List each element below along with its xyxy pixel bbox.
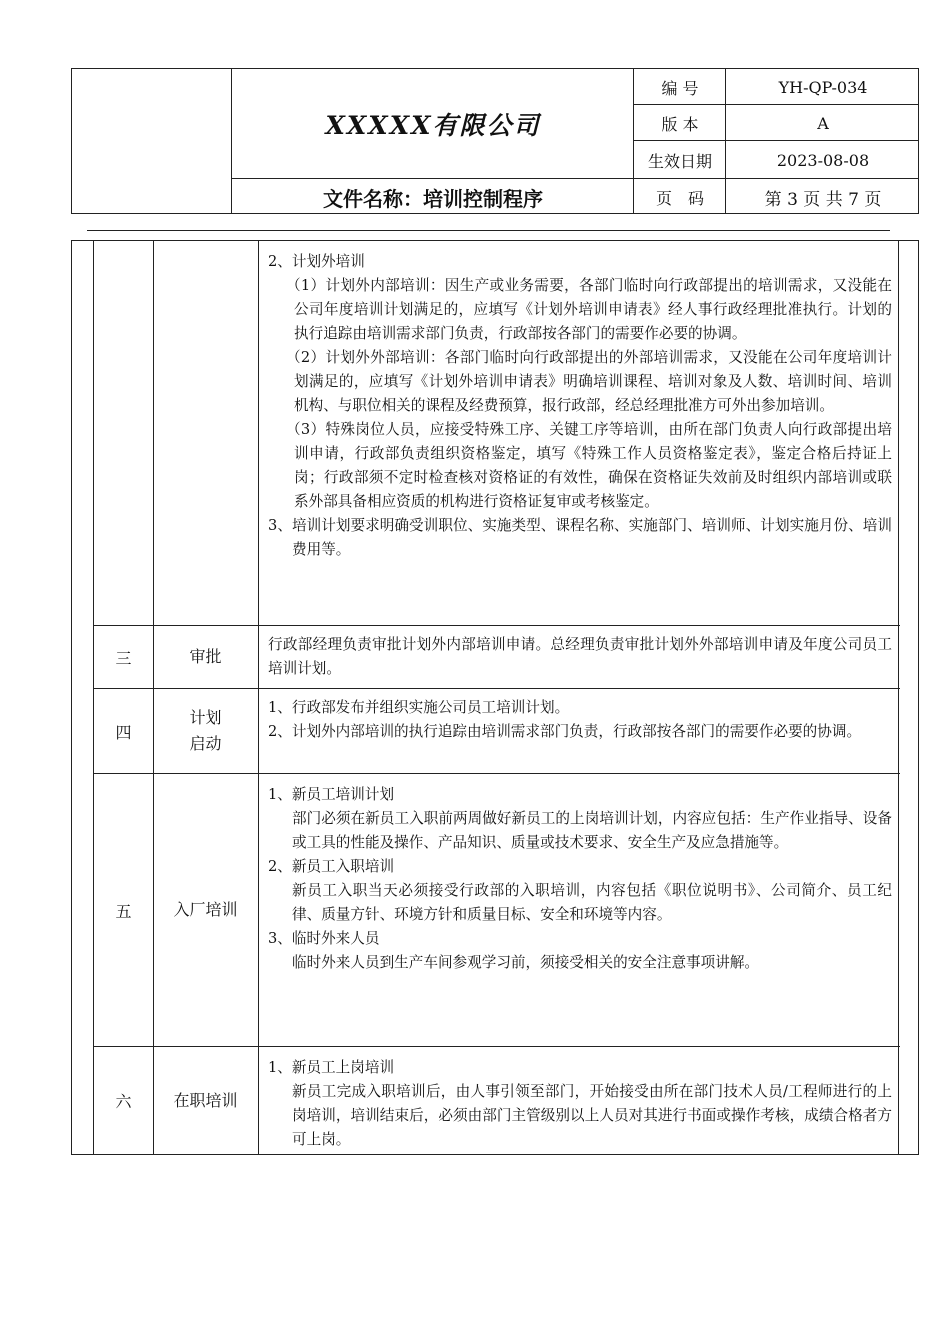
row-number: 四: [115, 722, 132, 742]
field-value-number: YH-QP-034: [778, 77, 868, 97]
table-row-continuation-content: [258, 241, 900, 625]
procedure-table-inner: [93, 241, 899, 1154]
field-value-effective-date: 2023-08-08: [776, 150, 870, 170]
header-separator-line: [87, 230, 890, 231]
paragraph: 部门必须在新员工入职前两周做好新员工的上岗培训计划，内容应包括：生产作业指导、设备或工具的性能及操作、产品知识、质量或技术要求、安全生产及应急措施等。: [292, 810, 892, 851]
field-label-version: 版 本: [661, 114, 699, 134]
section-heading: 2、新员工入职培训: [268, 858, 395, 875]
section-heading: 3、临时外来人员: [268, 930, 380, 947]
list-item: 1、行政部发布并组织实施公司员工培训计划。: [268, 699, 570, 716]
step-name: [153, 689, 258, 773]
list-item: （2）计划外外部培训：各部门临时向行政部提出的外部培训需求，又没能在公司年度培训计划满足的，应填写《计划外培训申请表》明确培训课程、培训对象及人数、培训时间、培训机构、与职位相关的课程及经费预算，报行政部，经总经理批准方可外出参加培训。: [286, 349, 892, 414]
step-name: 审批: [189, 647, 222, 666]
list-item: （3）特殊岗位人员，应接受特殊工序、关键工序等培训，由所在部门负责人向行政部提出培训申请，行政部负责组织资格鉴定，填写《特殊工作人员资格鉴定表》，鉴定合格后持证上岗；行政部须不定时检查核对资格证的有效性，确保在资格证失效前及时组织内部培训或联系外部具备相应资质的机构进行资格证复审或考核鉴定。: [286, 421, 892, 510]
document-header: [71, 68, 919, 214]
procedure-table: [71, 240, 919, 1155]
row-number: 五: [115, 901, 132, 921]
section-heading: 2、计划外培训: [268, 253, 365, 270]
paragraph: 新员工入职当天必须接受行政部的入职培训，内容包括《职位说明书》、公司简介、员工纪律、质量方针、环境方针和质量目标、安全和环境等内容。: [292, 882, 892, 923]
step-name-line: 启动: [189, 734, 222, 753]
list-item: 2、计划外内部培训的执行追踪由培训需求部门负责，行政部按各部门的需要作必要的协调。: [268, 723, 862, 740]
section-heading: 1、新员工培训计划: [268, 786, 395, 803]
row-number: 三: [115, 648, 132, 668]
field-value-page: 第 3 页 共 7 页: [764, 189, 882, 210]
paragraph: 行政部经理负责审批计划外内部培训申请。总经理负责审批计划外外部培训申请及年度公司员工培训计划。: [268, 636, 892, 677]
step-name-line: 计划: [189, 708, 222, 727]
field-value-version: A: [817, 113, 829, 133]
company-name: XXXXX有限公司: [325, 111, 541, 140]
row-number: 六: [115, 1092, 132, 1111]
list-item: （1）计划外内部培训：因生产或业务需要，各部门临时向行政部提出的培训需求，又没能在公司年度培训计划满足的，应填写《计划外培训申请表》经人事行政经理批准执行。计划的执行追踪由培训需求部门负责，行政部按各部门的需要作必要的协调。: [286, 277, 892, 342]
field-label-effective-date: 生效日期: [647, 151, 712, 171]
step-content: [258, 626, 900, 688]
step-content: [258, 689, 900, 773]
list-item: 3、培训计划要求明确受训职位、实施类型、课程名称、实施部门、培训师、计划实施月份、培训费用等。: [268, 517, 892, 558]
section-heading: 1、新员工上岗培训: [268, 1059, 395, 1076]
field-label-number: 编 号: [661, 78, 699, 98]
step-name: 在职培训: [173, 1090, 238, 1110]
paragraph: 临时外来人员到生产车间参观学习前，须接受相关的安全注意事项讲解。: [292, 954, 760, 971]
paragraph: 新员工完成入职培训后，由人事引领至部门，开始接受由所在部门技术人员/工程师进行的上岗培训，培训结束后，必须由部门主管级别以上人员对其进行书面或操作考核，成绩合格者方可上岗。: [292, 1083, 892, 1148]
document-title: 文件名称：培训控制程序: [323, 186, 543, 211]
field-label-page: 页 码: [655, 188, 704, 208]
step-content: [258, 774, 900, 1046]
step-name: 入厂培训: [173, 900, 238, 919]
step-content: [258, 1047, 900, 1154]
